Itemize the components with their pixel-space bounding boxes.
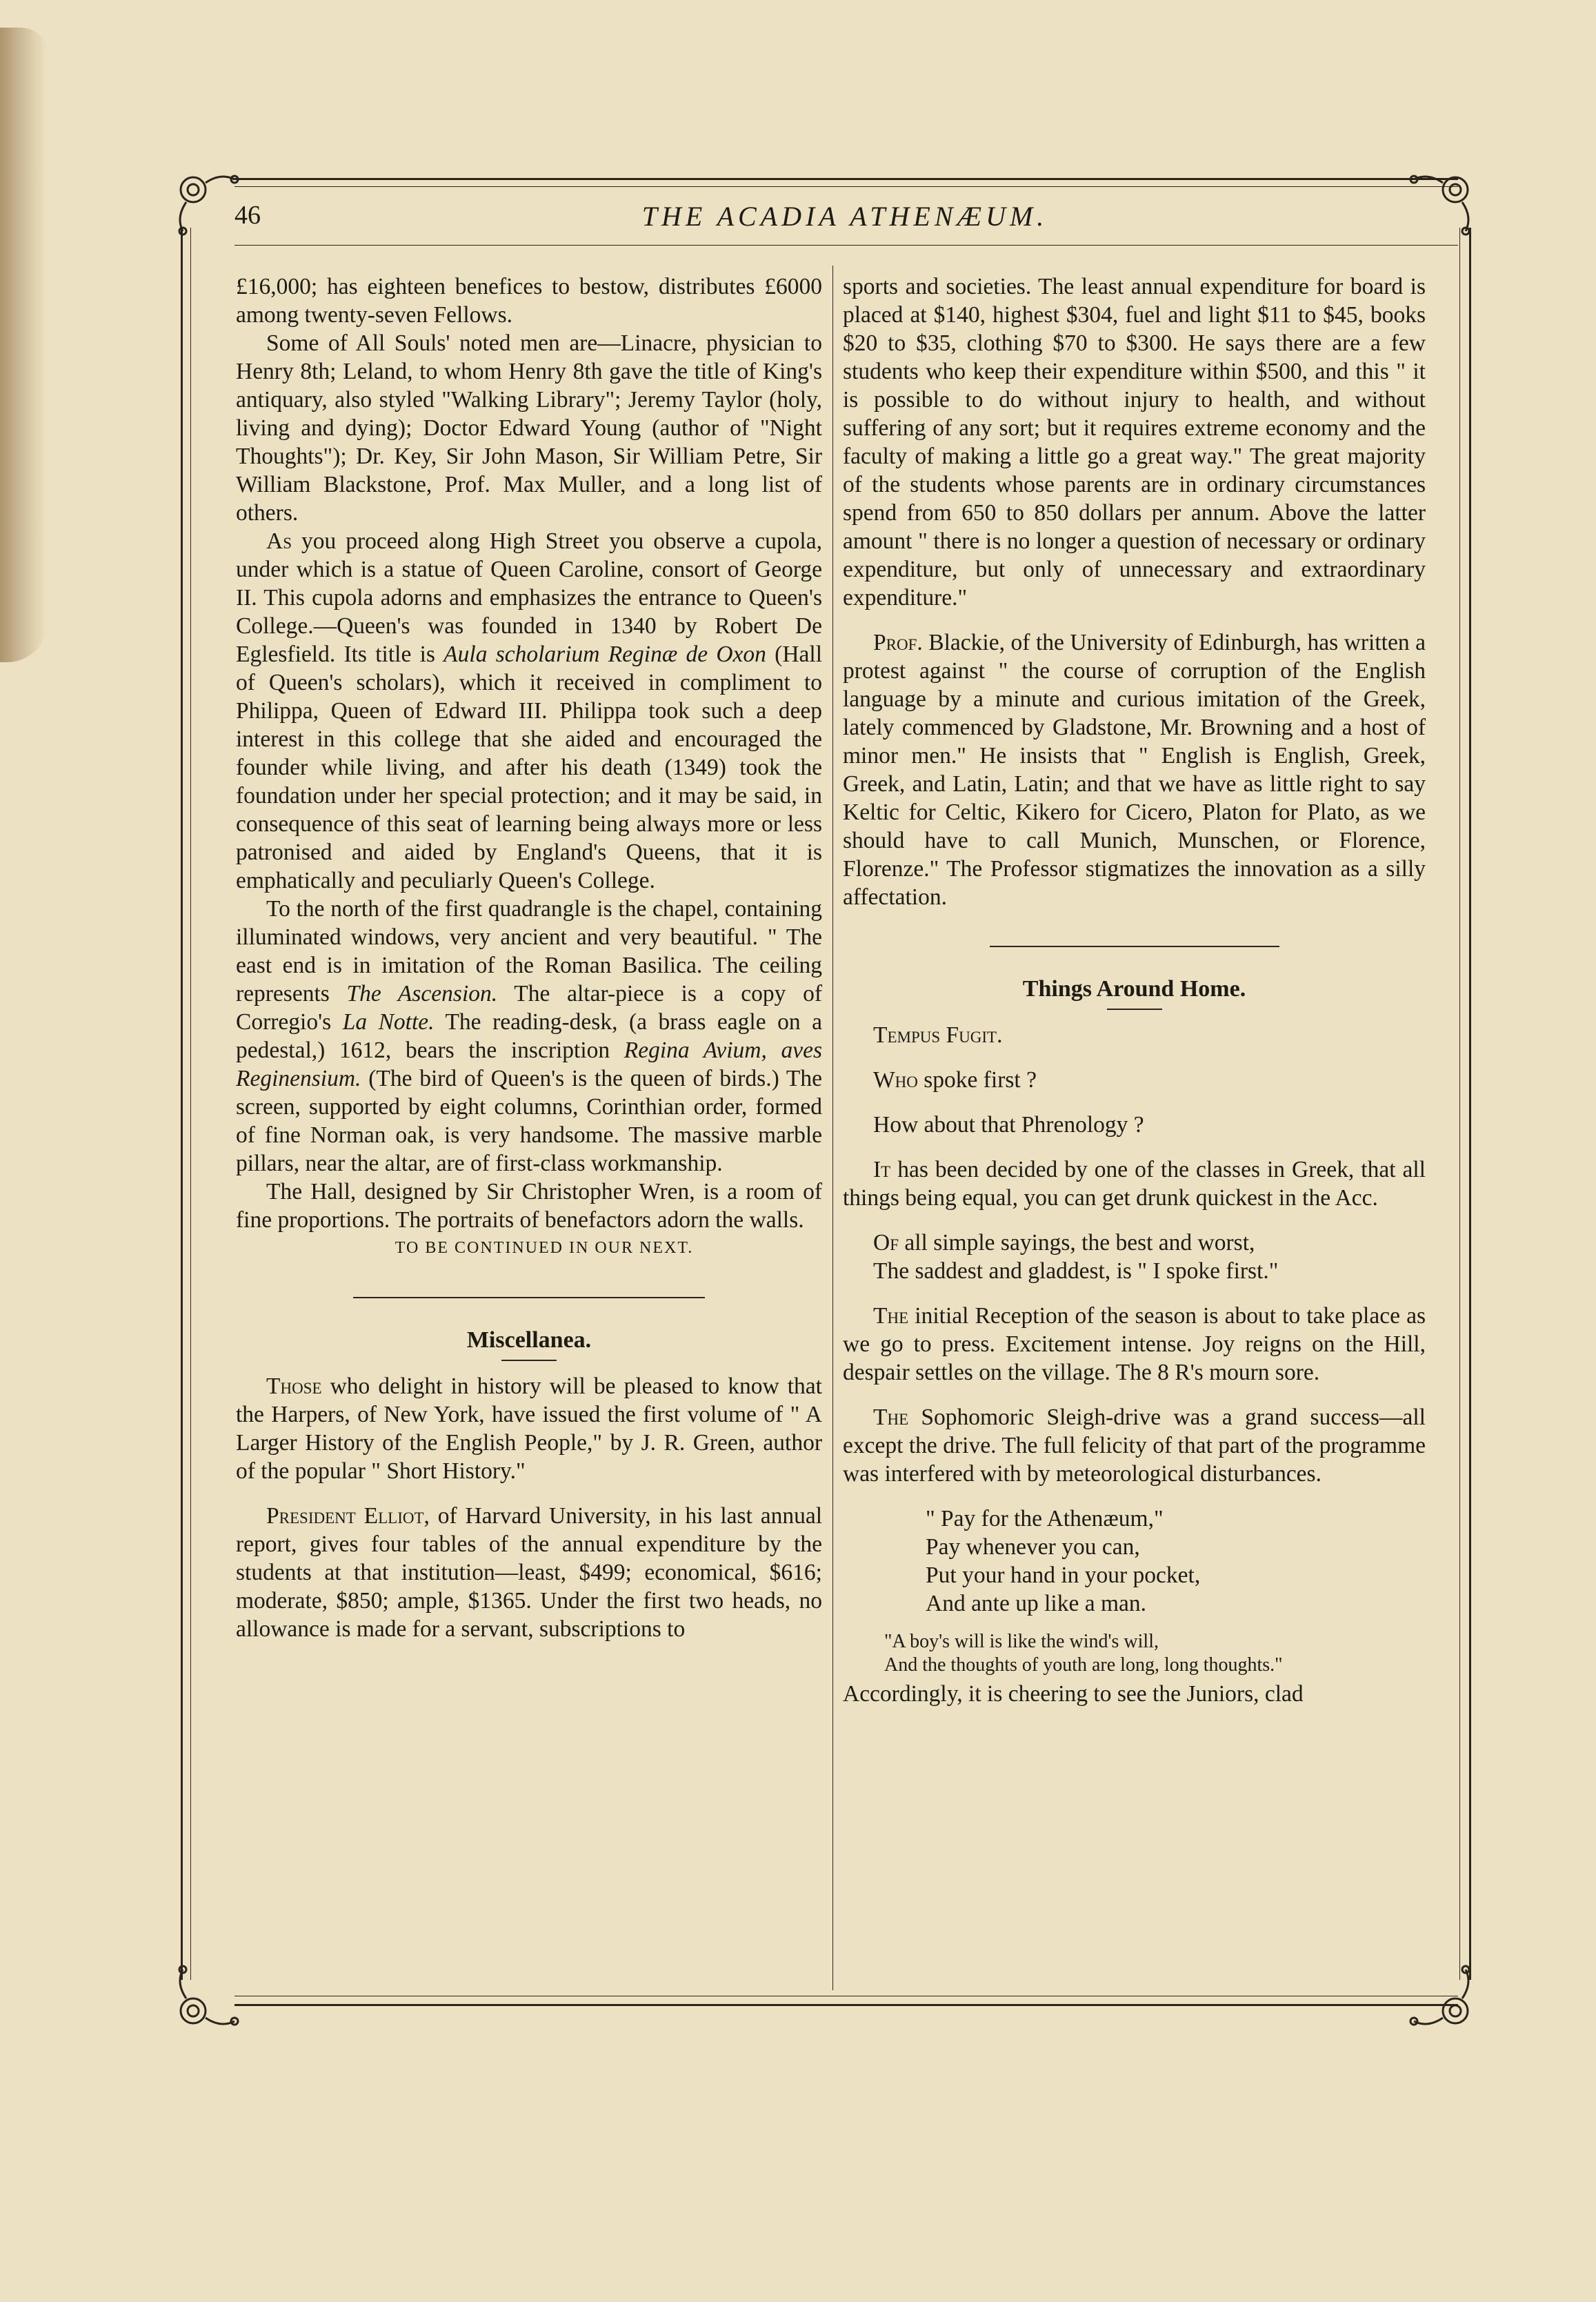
section-divider xyxy=(990,946,1279,947)
paragraph: Who spoke first ? xyxy=(873,1067,1037,1093)
paragraph: £16,000; has eighteen benefices to bestow, distributes £6000 among twenty-seven Fellows. xyxy=(236,274,822,328)
poem-line: Pay whenever you can, xyxy=(926,1534,1140,1560)
paragraph: The initial Reception of the season is about to take place as we go to press. Excitement intense. Joy reigns on the Hill, despair settles on the village. The 8 R's mourn sore. xyxy=(843,1303,1426,1385)
column-divider xyxy=(832,266,833,1990)
paragraph: Tempus Fugit. xyxy=(873,1022,1003,1048)
journal-title: THE ACADIA ATHENÆUM. xyxy=(641,201,1048,232)
header-rule xyxy=(235,245,1458,246)
left-column xyxy=(236,272,822,1643)
quote-line: And the thoughts of youth are long, long thoughts." xyxy=(884,1654,1283,1676)
paragraph: To the north of the first quadrangle is the chapel, containing illuminated windows, very ancient and very beautiful. " The east end is in imitation of the Roman Basilica. The ceiling represents The Ascension. The altar-piece is a copy of Corregio's La Notte. The reading-desk, (a brass eagle on a pedestal,) 1612, bears the inscription Regina Avium, aves Reginensium. (The bird of Queen's is the queen of birds.) The screen, supported by eight columns, Corinthian order, formed of fine Norman oak, is very handsome. The massive marble pillars, near the altar, are of first-class workmanship. xyxy=(236,896,823,1176)
right-column xyxy=(843,272,1426,1708)
corner-ornament-icon xyxy=(1407,1963,1483,2038)
page-header xyxy=(235,200,1455,241)
continued-note: TO BE CONTINUED IN OUR NEXT. xyxy=(395,1239,694,1257)
section-divider xyxy=(353,1297,705,1298)
page-number: 46 xyxy=(235,201,261,230)
paragraph: Of all simple sayings, the best and worst, xyxy=(873,1230,1255,1256)
paragraph: The Sophomoric Sleigh-drive was a grand success—all except the drive. The full felicity of that part of the programme was interfered with by meteorological disturbances. xyxy=(843,1405,1426,1487)
paragraph: The Hall, designed by Sir Christopher Wren, is a room of fine proportions. The portraits of benefactors adorn the walls. xyxy=(236,1179,822,1233)
paragraph: President Elliot, of Harvard University, in his last annual report, gives four tables of the annual expenditure by the students at that institution—least, $499; economical, $616; moderate, $850; ample, $1365. Under the first two heads, no allowance is made for a servant, subscriptions to xyxy=(236,1503,822,1642)
right-border-line-inner xyxy=(1459,228,1460,1980)
top-rule-inner xyxy=(235,186,1458,187)
bottom-rule xyxy=(235,2004,1458,2006)
paragraph: As you proceed along High Street you observe a cupola, under which is a statue of Queen Caroline, consort of George II. This cupola adorns and emphasizes the entrance to Queen's College.—Queen's was founded in 1340 by Robert De Eglesfield. Its title is Aula scholarium Reginæ de Oxon (Hall of Queen's scholars), which it received in compliment to Philippa, Queen of Edward III. Philippa took such a deep interest in this college that she aided and encouraged the founder while living, and after his death (1349) took the foundation under her special protection; and it may be said, in consequence of this seat of learning being always more or less patronised and aided by England's Queens, that it is emphatically and peculiarly Queen's College. xyxy=(236,528,822,893)
title-underline xyxy=(1107,1009,1162,1010)
paragraph: Some of All Souls' noted men are—Linacre, physician to Henry 8th; Leland, to whom Henry 8th gave the title of King's antiquary, also styled "Walking Library"; Jeremy Taylor (holy, living and dying); Doctor Edward Young (author of "Night Thoughts"); Dr. Key, Sir John Mason, Sir William Petre, Sir William Blackstone, Prof. Max Muller, and a long list of others. xyxy=(236,330,822,526)
title-underline xyxy=(501,1360,557,1361)
section-title: Miscellanea. xyxy=(466,1327,592,1353)
paragraph: sports and societies. The least annual expenditure for board is placed at $140, highest $304, fuel and light $11 to $45, books $20 to $35, clothing $70 to $300. He says there are a few students who keep their expenditure within $500, and this " it is possible to do without injury to health, and without suffering of any sort; but it requires extreme economy and the faculty of making a little go a great way." The great majority of the students whose parents are in ordinary circumstances spend from 650 to 850 dollars per annum. Above the latter amount " there is no longer a question of necessary or ordinary expenditure, but only of unnecessary and extraordinary expenditure." xyxy=(843,274,1426,611)
paragraph: Accordingly, it is cheering to see the Juniors, clad xyxy=(843,1681,1304,1707)
paragraph: How about that Phrenology ? xyxy=(873,1112,1144,1138)
top-rule xyxy=(235,178,1458,180)
poem-line: " Pay for the Athenæum," xyxy=(926,1506,1164,1531)
paragraph: The saddest and gladdest, is " I spoke first." xyxy=(873,1258,1279,1284)
paragraph: Prof. Blackie, of the University of Edinburgh, has written a protest against " the course of corruption of the English language by a minute and curious imitation of the Greek, lately commenced by Gladstone, Mr. Browning and a host of minor men." He insists that " English is English, Greek, Greek, and Latin, Latin; and that we have as little right to say Keltic for Celtic, Kikero for Cicero, Platon for Plato, as we should have to call Munich, Munschen, or Florence, Florenze." The Professor stigmatizes the innovation as a silly affectation. xyxy=(843,630,1426,910)
poem-line: And ante up like a man. xyxy=(926,1591,1147,1616)
left-border-line-inner xyxy=(190,228,191,1980)
paragraph: It has been decided by one of the classes in Greek, that all things being equal, you can get drunk quickest in the Acc. xyxy=(843,1157,1426,1211)
left-border-line xyxy=(181,228,183,1980)
quotation xyxy=(884,1630,1426,1677)
right-border-line xyxy=(1469,228,1471,1980)
quote-line: "A boy's will is like the wind's will, xyxy=(884,1631,1159,1652)
paper-stain xyxy=(0,28,48,662)
poem xyxy=(926,1505,1426,1618)
paragraph: Those who delight in history will be pleased to know that the Harpers, of New York, have issued the first volume of " A Larger History of the English People," by J. R. Green, author of the popular " Short History." xyxy=(236,1373,822,1484)
corner-ornament-icon xyxy=(166,1963,241,2038)
corner-ornament-icon xyxy=(166,162,241,238)
section-title: Things Around Home. xyxy=(1022,976,1246,1002)
poem-line: Put your hand in your pocket, xyxy=(926,1562,1201,1588)
